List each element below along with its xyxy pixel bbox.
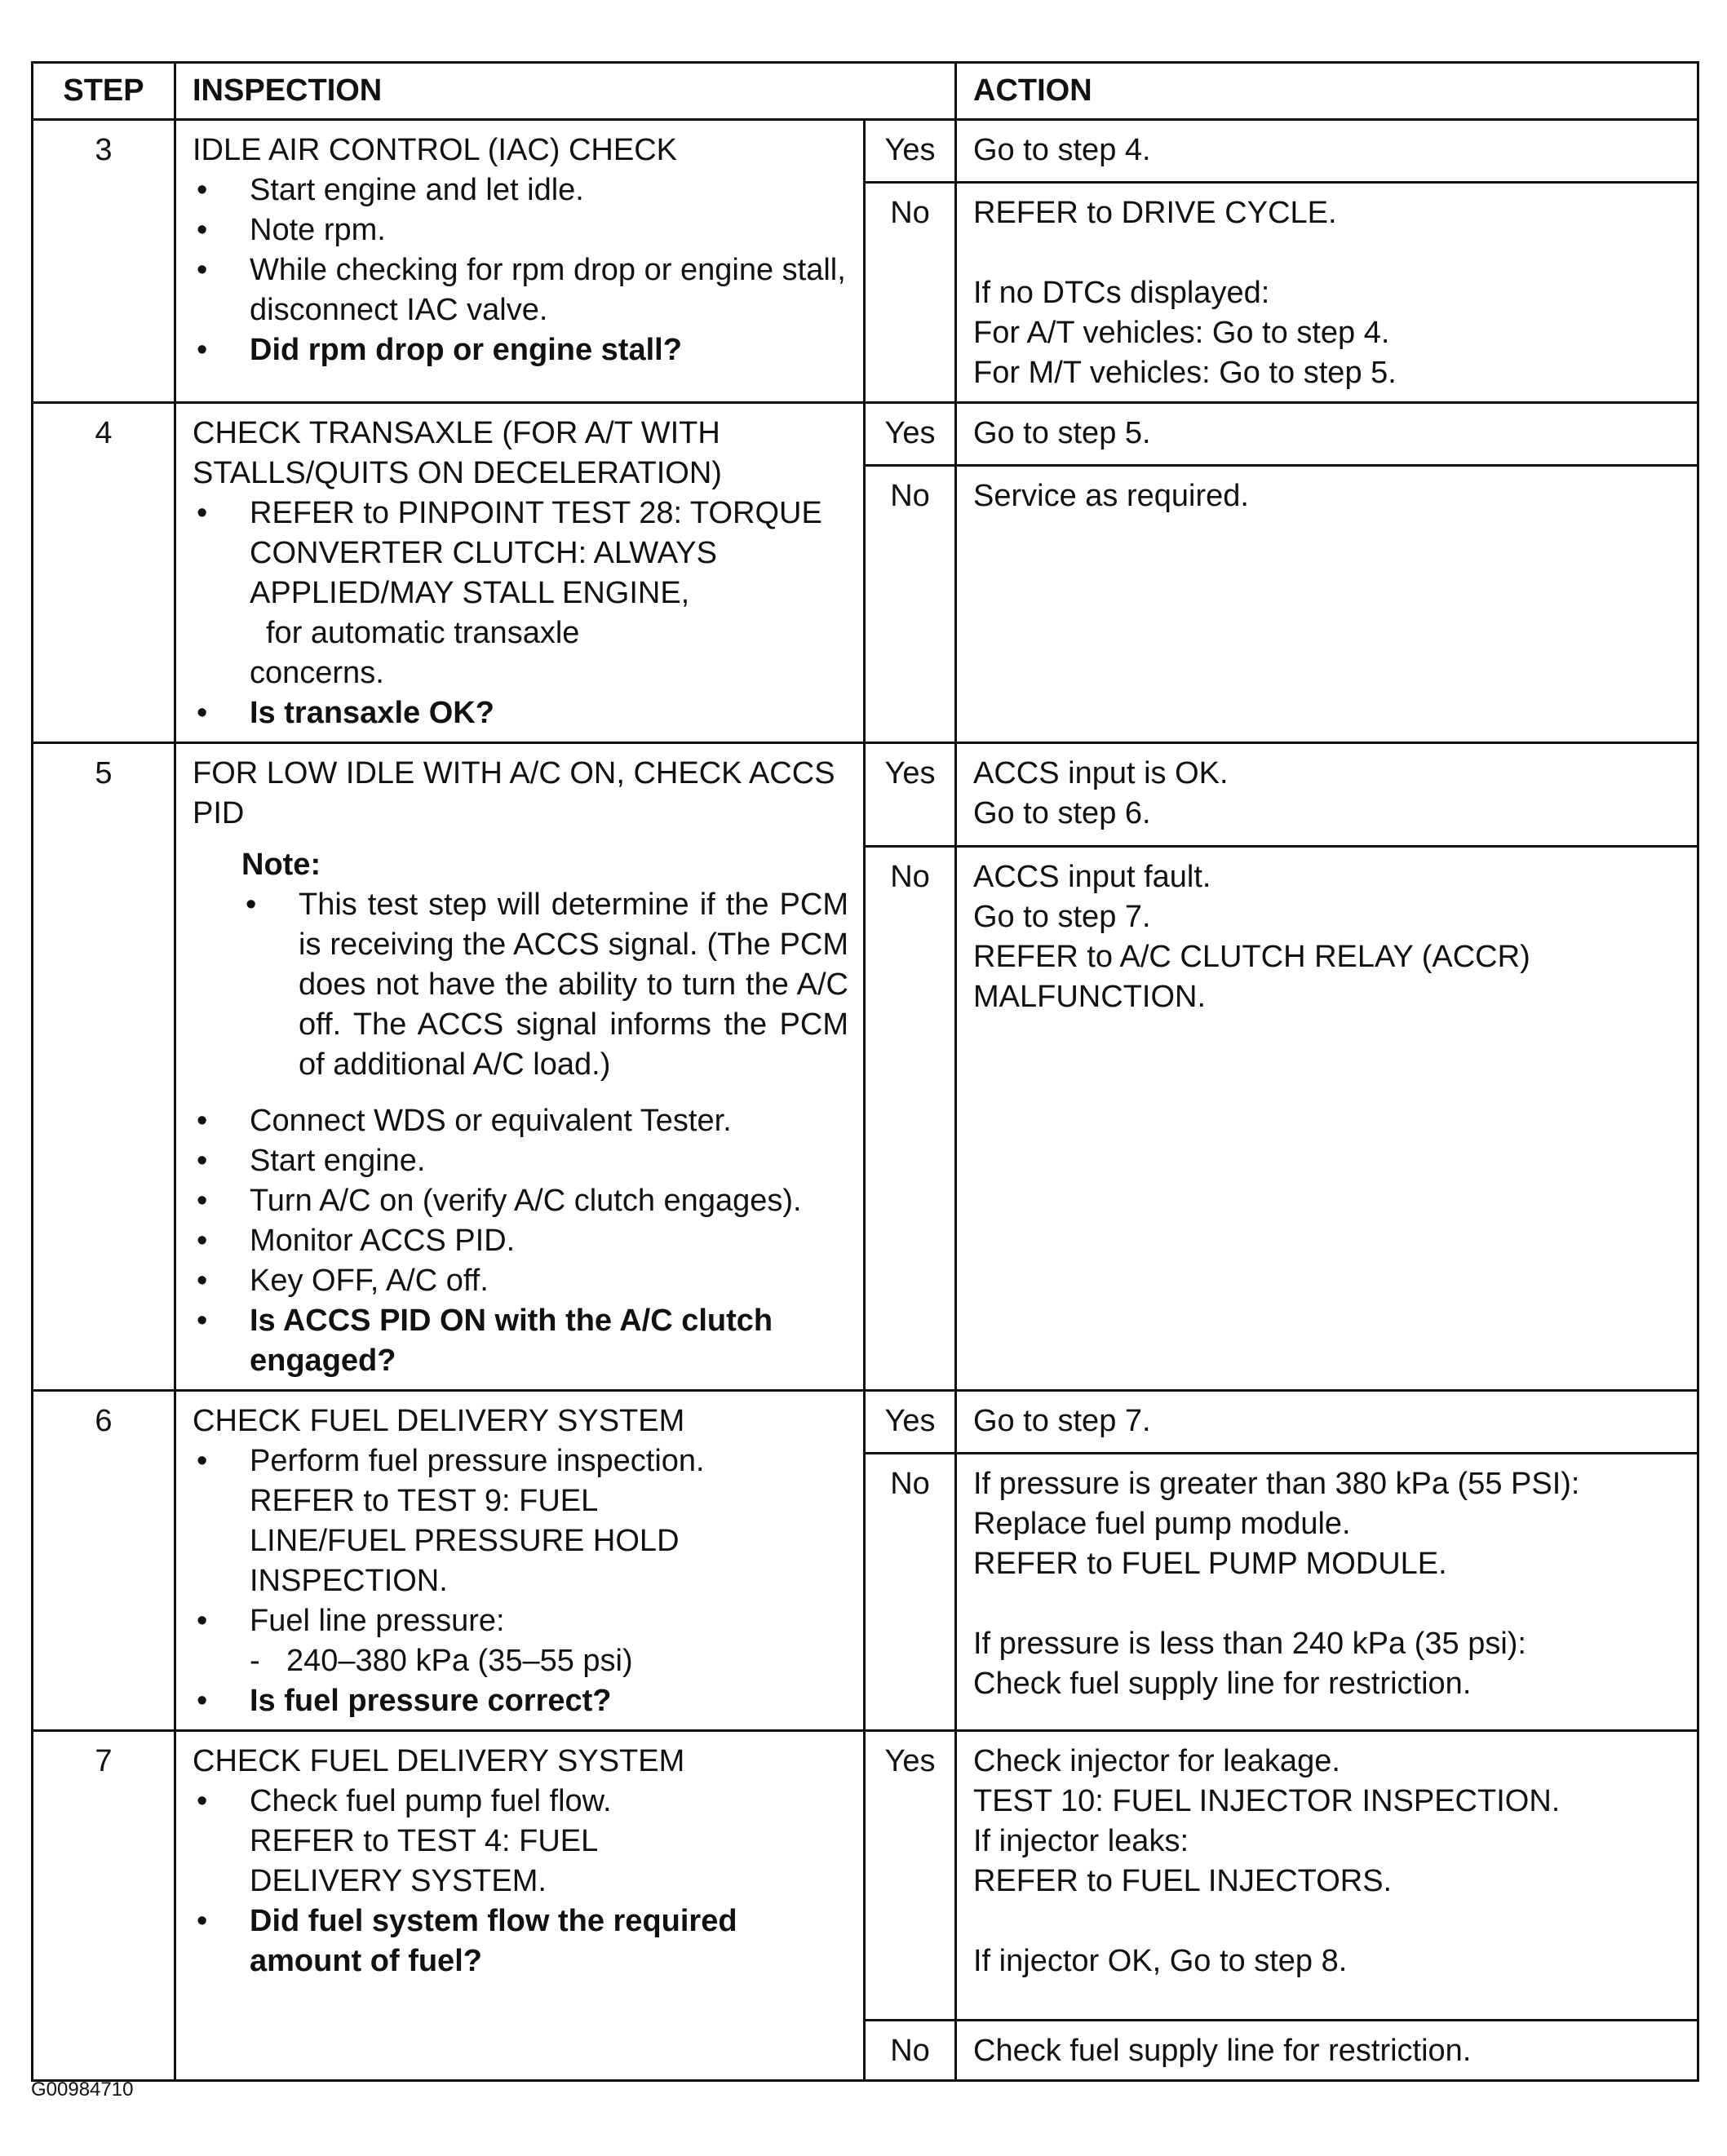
step-title: IDLE AIR CONTROL (IAC) CHECK [193,133,678,167]
bullet-item: • Note rpm. [197,213,386,247]
header-step: STEP [33,63,175,120]
bullet-item: • Connect WDS or equivalent Tester. [197,1104,732,1138]
bullet-item: • REFER to PINPOINT TEST 28: TORQUE CONVERTER CLUTCH: ALWAYS APPLIED/MAY STALL ENGINE, [197,496,822,610]
step-number: 6 [33,1391,175,1731]
bullet-item: • Start engine. [197,1144,426,1178]
bullet-continuation: concerns. [250,656,384,690]
no-label: No [865,183,956,403]
step-3-yes-action: Go to step 4. [956,120,1698,183]
step-6-no-action: If pressure is greater than 380 kPa (55 PSI): Replace fuel pump module. REFER to FUEL PUMP MODULE. If pressure is less than 240 kPa (35 psi): Check fuel supply line for restriction. [956,1454,1698,1731]
bullet-item: • Fuel line pressure: [197,1604,505,1638]
bullet-question: • Is fuel pressure correct? [197,1684,612,1718]
step-3-yes-row [33,120,1698,183]
bullet-item: • Check fuel pump fuel flow. REFER to TEST 4: FUEL DELIVERY SYSTEM. [197,1784,612,1898]
bullet-item: • Perform fuel pressure inspection. REFER to TEST 9: FUEL LINE/FUEL PRESSURE HOLD INSPECTION. [197,1444,705,1598]
step-title: CHECK TRANSAXLE (FOR A/T WITH STALLS/QUITS ON DECELERATION) [193,416,722,490]
step-6-yes-action: Go to step 7. [956,1391,1698,1454]
bullet-question: • Did rpm drop or engine stall? [197,333,682,367]
bullet-item: • While checking for rpm drop or engine stall, disconnect IAC valve. [197,253,846,327]
bullet-question: • Did fuel system flow the required amount of fuel? [197,1904,737,1978]
note-item: • This test step will determine if the PCM is receiving the ACCS signal. (The PCM does not have the ability to turn the A/C off. The ACCS signal informs the PCM of additional A/C load.) [246,888,848,1082]
step-7-yes-action: Check injector for leakage. TEST 10: FUEL INJECTOR INSPECTION. If injector leaks: REFER to FUEL INJECTORS. If injector OK, Go to step 8. [956,1731,1698,2021]
step-number: 3 [33,120,175,403]
bullet-item: • Key OFF, A/C off. [197,1264,489,1298]
step-4-yes-action: Go to step 5. [956,403,1698,466]
yes-label: Yes [865,743,956,847]
step-title: CHECK FUEL DELIVERY SYSTEM [193,1404,685,1438]
step-4-yes-row [33,403,1698,466]
bullet-question: • Is ACCS PID ON with the A/C clutch engaged? [197,1304,773,1378]
step-number: 7 [33,1731,175,2081]
step-7-inspection [175,1731,865,2081]
step-5-no-action: ACCS input fault. Go to step 7. REFER to A/C CLUTCH RELAY (ACCR) MALFUNCTION. [956,847,1698,1391]
step-title: FOR LOW IDLE WITH A/C ON, CHECK ACCS PID [193,756,835,830]
inspection-table [31,61,1699,2082]
yes-label: Yes [865,1731,956,2021]
step-7-no-action: Check fuel supply line for restriction. [956,2021,1698,2081]
step-number: 4 [33,403,175,743]
step-3-no-action: REFER to DRIVE CYCLE. If no DTCs displayed: For A/T vehicles: Go to step 4. For M/T vehicles: Go to step 5. [956,183,1698,403]
bullet-question: • Is transaxle OK? [197,696,494,730]
step-3-inspection [175,120,865,403]
no-label: No [865,1454,956,1731]
bullet-item: • Turn A/C on (verify A/C clutch engages). [197,1184,802,1218]
bullet-continuation: for automatic transaxle [266,616,580,650]
sub-item: - 240–380 kPa (35–55 psi) [250,1644,633,1678]
header-inspection: INSPECTION [175,63,956,120]
step-4-inspection [175,403,865,743]
header-row [33,63,1698,120]
yes-label: Yes [865,120,956,183]
document [31,61,1697,2082]
note-block [193,834,848,1085]
no-label: No [865,847,956,1391]
header-action: ACTION [956,63,1698,120]
yes-label: Yes [865,1391,956,1454]
no-label: No [865,2021,956,2081]
step-6-yes-row [33,1391,1698,1454]
step-number: 5 [33,743,175,1391]
step-6-inspection [175,1391,865,1731]
bullet-item: • Monitor ACCS PID. [197,1224,516,1258]
step-5-inspection [175,743,865,1391]
bullet-item: • Start engine and let idle. [197,173,584,207]
step-7-yes-row [33,1731,1698,2021]
note-label: Note: [241,848,321,882]
step-5-yes-action: ACCS input is OK. Go to step 6. [956,743,1698,847]
yes-label: Yes [865,403,956,466]
figure-code: G00984710 [31,2079,134,2101]
step-title: CHECK FUEL DELIVERY SYSTEM [193,1744,685,1778]
step-4-no-action: Service as required. [956,466,1698,743]
no-label: No [865,466,956,743]
step-5-yes-row [33,743,1698,847]
